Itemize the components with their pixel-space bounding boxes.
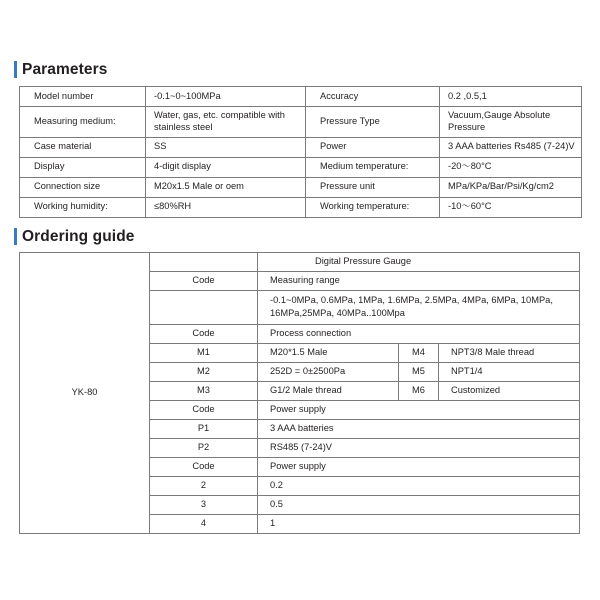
param-key: Pressure unit: [306, 177, 440, 197]
param-value: 3 AAA batteries Rs485 (7-24)V: [440, 137, 582, 157]
product-title: Digital Pressure Gauge: [258, 253, 580, 272]
process-desc-alt: NPT3/8 Male thread: [439, 343, 580, 362]
code-header: Code: [150, 457, 258, 476]
accuracy-code: 3: [150, 495, 258, 514]
process-code: M1: [150, 343, 258, 362]
process-desc: M20*1.5 Male: [258, 343, 399, 362]
process-code-alt: M6: [399, 381, 439, 400]
process-code-alt: M5: [399, 362, 439, 381]
parameters-title: Parameters: [22, 60, 108, 78]
power-code: P2: [150, 438, 258, 457]
param-value: Water, gas, etc. compatible with stainless steel: [146, 107, 306, 138]
param-key: Power: [306, 137, 440, 157]
code-header: Code: [150, 272, 258, 291]
ordering-guide-table-wrap: [19, 252, 580, 534]
table-row: [20, 87, 582, 107]
accuracy-code: 2: [150, 476, 258, 495]
accuracy-desc: 0.2: [258, 476, 580, 495]
param-key: Display: [20, 157, 146, 177]
process-desc-alt: NPT1/4: [439, 362, 580, 381]
measuring-range-values: -0.1~0MPa, 0.6MPa, 1MPa, 1.6MPa, 2.5MPa, 4MPa, 6MPa, 10MPa, 16MPa,25MPa, 40MPa..100Mpa: [258, 291, 580, 325]
table-row: [20, 253, 580, 272]
param-value: 0.2 ,0.5,1: [440, 87, 582, 107]
accuracy-header: Power supply: [258, 457, 580, 476]
param-value: MPa/KPa/Bar/Psi/Kg/cm2: [440, 177, 582, 197]
accuracy-desc: 1: [258, 514, 580, 533]
parameters-table-wrap: [19, 86, 582, 218]
table-row: [20, 157, 582, 177]
accuracy-desc: 0.5: [258, 495, 580, 514]
param-key: Working humidity:: [20, 197, 146, 217]
measuring-range-header: Measuring range: [258, 272, 580, 291]
param-key: Connection size: [20, 177, 146, 197]
param-value: Vacuum,Gauge Absolute Pressure: [440, 107, 582, 138]
process-desc: G1/2 Male thread: [258, 381, 399, 400]
empty-cell: [150, 291, 258, 325]
param-value: SS: [146, 137, 306, 157]
code-header: Code: [150, 400, 258, 419]
power-desc: 3 AAA batteries: [258, 419, 580, 438]
ordering-guide-title: Ordering guide: [22, 227, 135, 245]
accuracy-code: 4: [150, 514, 258, 533]
param-value: 4-digit display: [146, 157, 306, 177]
parameters-section-heading: [14, 61, 107, 78]
empty-cell: [150, 253, 258, 272]
param-value: -0.1~0~100MPa: [146, 87, 306, 107]
process-connection-header: Process connection: [258, 324, 580, 343]
table-row: [20, 107, 582, 138]
table-row: [20, 197, 582, 217]
ordering-guide-table: [19, 252, 580, 534]
power-supply-header: Power supply: [258, 400, 580, 419]
param-key: Model number: [20, 87, 146, 107]
process-code: M2: [150, 362, 258, 381]
param-key: Pressure Type: [306, 107, 440, 138]
param-value: -10～60°C: [440, 197, 582, 217]
process-desc: 252D = 0±2500Pa: [258, 362, 399, 381]
process-desc-alt: Customized: [439, 381, 580, 400]
param-key: Working temperature:: [306, 197, 440, 217]
param-key: Measuring medium:: [20, 107, 146, 138]
param-value: ≤80%RH: [146, 197, 306, 217]
table-row: [20, 137, 582, 157]
param-value: -20～80°C: [440, 157, 582, 177]
param-key: Case material: [20, 137, 146, 157]
parameters-table: [19, 86, 582, 218]
code-header: Code: [150, 324, 258, 343]
accent-bar-icon: [14, 61, 17, 78]
param-value: M20x1.5 Male or oem: [146, 177, 306, 197]
process-code: M3: [150, 381, 258, 400]
model-code: YK-80: [20, 253, 150, 534]
param-key: Medium temperature:: [306, 157, 440, 177]
ordering-guide-section-heading: [14, 228, 135, 245]
power-desc: RS485 (7-24)V: [258, 438, 580, 457]
process-code-alt: M4: [399, 343, 439, 362]
param-key: Accuracy: [306, 87, 440, 107]
accent-bar-icon: [14, 228, 17, 245]
power-code: P1: [150, 419, 258, 438]
table-row: [20, 177, 582, 197]
